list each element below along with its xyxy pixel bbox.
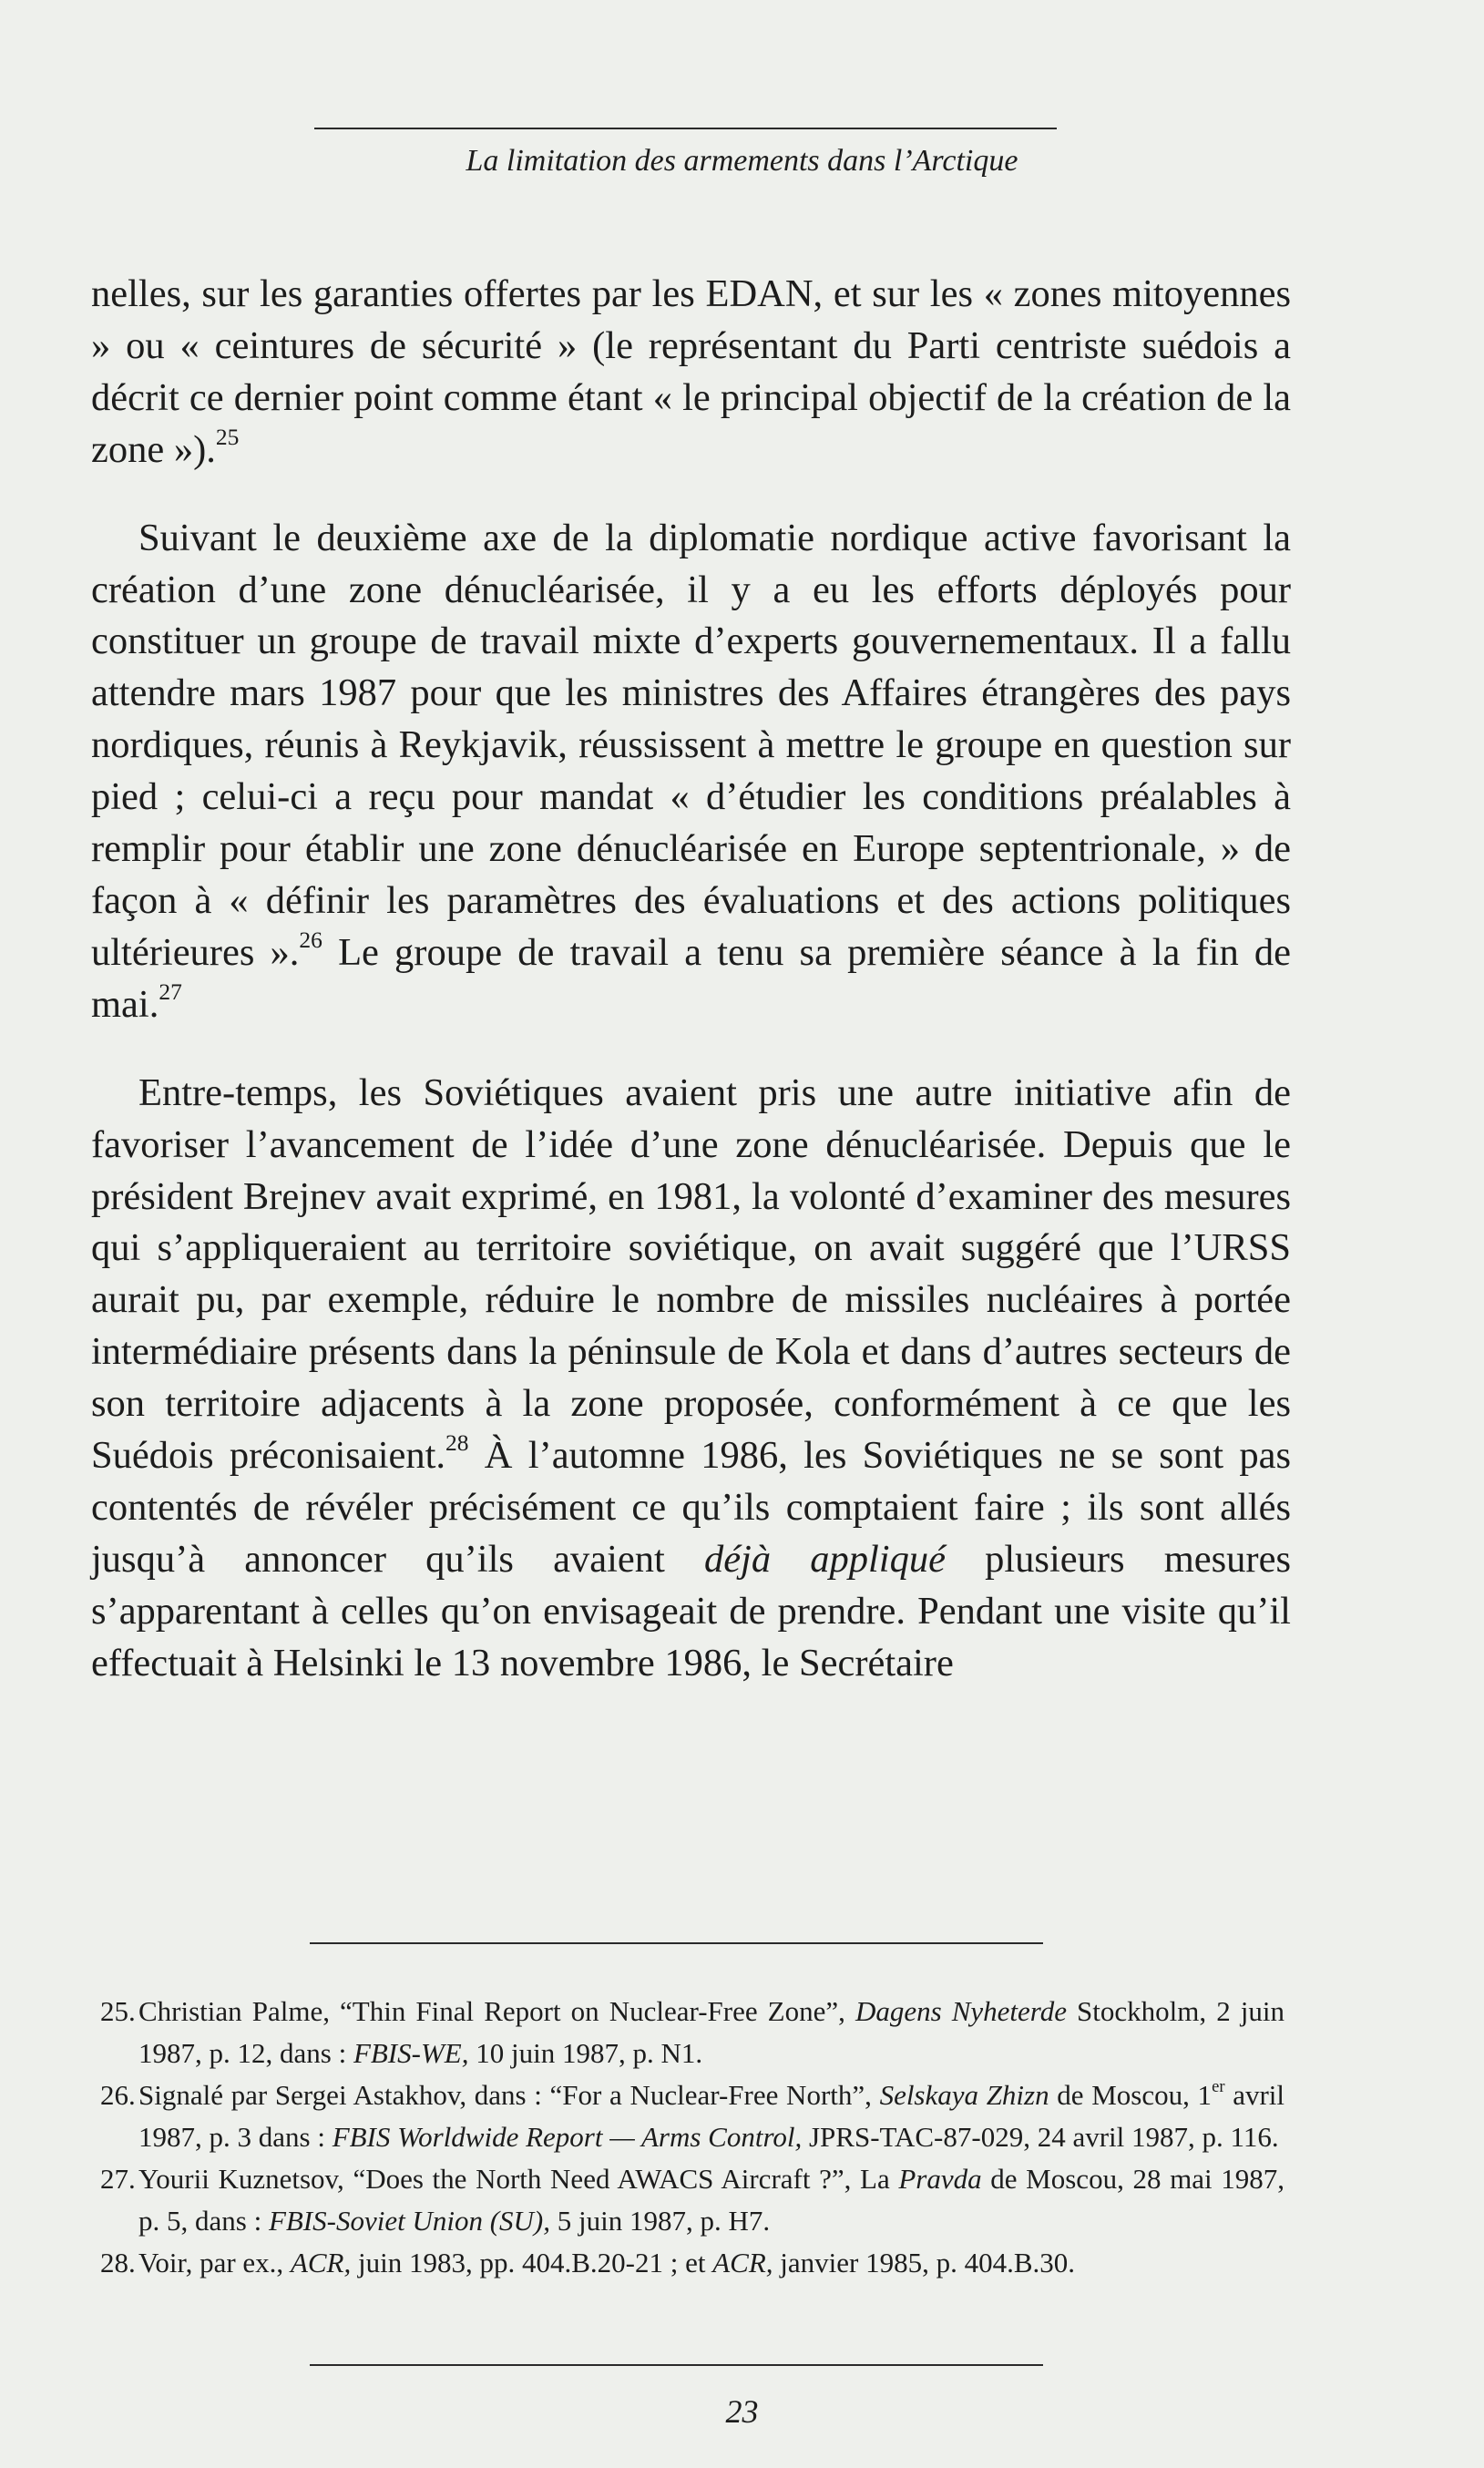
body-text (91, 269, 1291, 1726)
paragraph-3-text-c: plusieurs mesures s’apparentant à celles qu’on envisageait de prendre. Pendant une visite qu’il effectuait à Helsinki le 13 novembre 1986, le Secrétaire (91, 1537, 1291, 1685)
footnote-italic-segment: FBIS Worldwide Report — Arms Control, (332, 2121, 803, 2153)
footnote-segment: janvier 1985, p. 404.B.30. (773, 2247, 1076, 2279)
footnote-segment: 10 juin 1987, p. N1. (468, 2037, 703, 2069)
paragraph-2-text-b: Le groupe de travail a tenu sa première séance à la fin de mai. (91, 930, 1292, 1026)
footer-rule (310, 2364, 1043, 2366)
footnote-segment: JPRS-TAC-87-029, 24 avril 1987, p. 116. (802, 2121, 1279, 2153)
paragraph-3-text-a: Entre-temps, les Soviétiques avaient pris une autre initiative afin de favoriser l’avancement de l’idée d’une zone dénucléarisée. Depuis que le président Brejnev avait exprimé, en 1981, la volonté d’examiner des mesures qui s’appliqueraient au territoire soviétique, on avait suggéré que l’URSS aurait pu, par exemple, réduire le nombre de missiles nucléaires à portée intermédiaire présents dans la péninsule de Kola et dans d’autres secteurs de son territoire adjacents à la zone proposée, conformément à ce que les Suédois préconisaient. (91, 1070, 1291, 1478)
footnote-italic-segment: ACR, (712, 2247, 773, 2279)
footnote-segment: er (1212, 2077, 1225, 2097)
footnote-italic-segment: Pravda (898, 2163, 982, 2195)
footnote-segment: juin 1983, pp. 404.B.20-21 ; et (351, 2247, 713, 2279)
paragraph-3 (91, 1068, 1291, 1690)
footnote-italic-segment: Dagens Nyheterde (855, 1995, 1067, 2027)
footnote-italic-segment: FBIS-WE, (353, 2037, 469, 2069)
footnote-segment: Stockholm, 2 juin 1987, p. 12, dans : (138, 1995, 1284, 2069)
footnote-segment: Voir, par ex., (138, 2247, 291, 2279)
footnote-segment: de Moscou, 1 (1049, 2079, 1213, 2111)
running-title: La limitation des armements dans l’Arctique (466, 144, 1018, 178)
header-rule (314, 128, 1057, 129)
footnote-text (138, 2074, 1284, 2158)
footnote-number: 25. (100, 1995, 136, 2027)
note-ref-28[interactable]: 28 (445, 1429, 469, 1456)
footnote-item (100, 1991, 1284, 2074)
note-ref-25[interactable]: 25 (215, 423, 240, 450)
footnotes (100, 1991, 1284, 2284)
footnote-item (100, 2074, 1284, 2158)
footnote-segment: Yourii Kuznetsov, “Does the North Need AWACS Aircraft ?”, La (138, 2163, 899, 2195)
page-number: 23 (725, 2393, 759, 2430)
note-ref-26[interactable]: 26 (299, 926, 322, 953)
footnote-italic-segment: ACR, (290, 2247, 352, 2279)
paragraph-1 (91, 269, 1291, 476)
footnote-italic-segment: Selskaya Zhizn (879, 2079, 1049, 2111)
footnote-italic-segment: FBIS-Soviet Union (SU), (268, 2205, 550, 2237)
paragraph-3-text-b: À l’automne 1986, les Soviétiques ne se sont pas contentés de révéler précisément ce qu’ils comptaient faire ; ils sont allés jusqu’à annoncer qu’ils avaient (91, 1434, 1291, 1581)
footnote-number: 26. (100, 2079, 136, 2111)
footnote-segment: 5 juin 1987, p. H7. (549, 2205, 771, 2237)
footnote-number: 27. (100, 2163, 136, 2195)
footnote-text (138, 2158, 1284, 2242)
note-ref-27[interactable]: 27 (159, 978, 182, 1005)
paragraph-3-emphasis: déjà appliqué (703, 1537, 946, 1581)
footnote-segment: de Moscou, 28 mai 1987, p. 5, dans : (138, 2163, 1284, 2237)
footnote-item (100, 2242, 1284, 2284)
footnote-text (138, 1991, 1284, 2074)
footnote-segment: avril 1987, p. 3 dans : (138, 2079, 1285, 2153)
footnote-segment: Christian Palme, “Thin Final Report on Nuclear-Free Zone”, (138, 1995, 855, 2027)
footnote-number: 28. (100, 2247, 136, 2279)
footnote-item (100, 2158, 1284, 2242)
paragraph-2-text-a: Suivant le deuxième axe de la diplomatie nordique active favorisant la création d’une zone dénucléarisée, il y a eu les efforts déployés pour constituer un groupe de travail mixte d’experts gouvernementaux. Il a fallu attendre mars 1987 pour que les ministres des Affaires étrangères des pays nordiques, réunis à Reykjavik, réussissent à mettre le groupe en question sur pied ; celui-ci a reçu pour mandat « d’étudier les conditions préalables à remplir pour établir une zone dénucléarisée en Europe septentrionale, » de façon à « définir les paramètres des évaluations et des actions politiques ultérieures ». (91, 516, 1291, 974)
footnote-segment: Signalé par Sergei Astakhov, dans : “For a Nuclear-Free North”, (138, 2079, 880, 2111)
paragraph-2 (91, 513, 1291, 1031)
paragraph-1-text: nelles, sur les garanties offertes par les EDAN, et sur les « zones mitoyennes » ou « ceintures de sécurité » (le représentant du Parti centriste suédois a décrit ce dernier point comme étant « le principal objectif de la création de la zone »). (91, 272, 1291, 471)
footnote-text (138, 2242, 1284, 2284)
footnote-rule (310, 1942, 1043, 1944)
